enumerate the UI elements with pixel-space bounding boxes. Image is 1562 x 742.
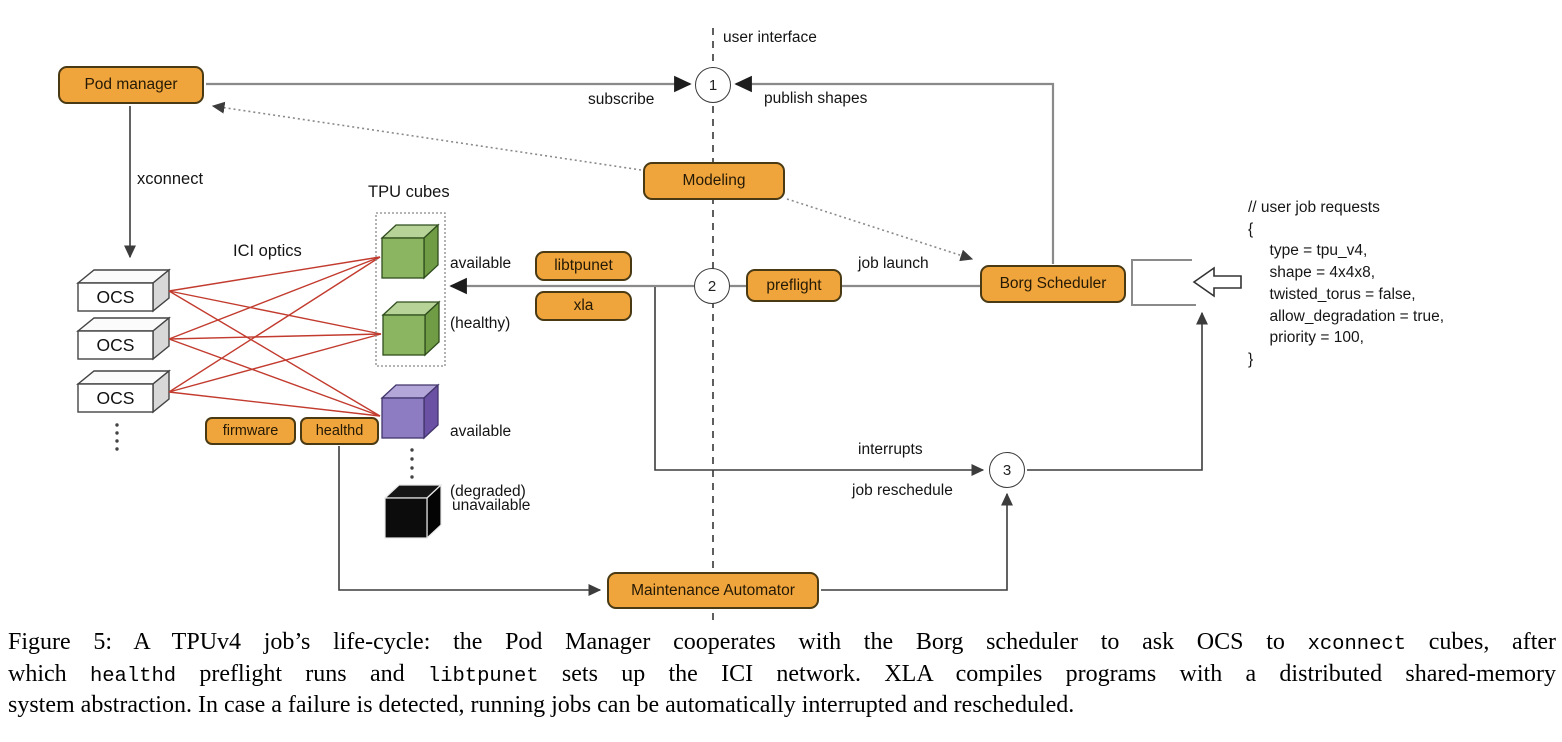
code-line: allow_degradation = true, xyxy=(1248,307,1445,325)
interrupts-arrow xyxy=(655,287,983,470)
caption-text: sets up the ICI network. XLA compiles programs with a distributed shared-memory xyxy=(538,660,1556,687)
ici-optics-links xyxy=(169,257,381,416)
caption-text: preflight runs and xyxy=(176,660,428,687)
available-degraded-line2: (degraded) xyxy=(450,483,526,500)
caption-monospace-term: healthd xyxy=(89,664,177,688)
ocs-label-2: OCS xyxy=(96,334,135,355)
caption-monospace-term: xconnect xyxy=(1307,633,1406,656)
automator-to-circle3-arrow xyxy=(821,494,1007,590)
maintenance-automator-node: Maintenance Automator xyxy=(607,572,819,609)
tpu-cube-healthy-2 xyxy=(383,302,439,355)
libtpunet-node: libtpunet xyxy=(535,251,632,281)
pod-manager-node: Pod manager xyxy=(58,66,204,104)
subscribe-label: subscribe xyxy=(588,91,655,108)
xconnect-label: xconnect xyxy=(137,170,204,188)
borg-scheduler-node: Borg Scheduler xyxy=(980,265,1126,303)
job-queue-bracket xyxy=(1132,260,1196,305)
tpu-cube-healthy-1 xyxy=(382,225,438,278)
code-line: priority = 100, xyxy=(1248,329,1364,347)
available-degraded-line1: available xyxy=(450,423,512,440)
caption-text: Figure 5: A TPUv4 job’s life-cycle: the Pod Manager cooperates with the Borg scheduler to ask OCS to xyxy=(8,629,1308,655)
caption-text: cubes, after xyxy=(1406,629,1557,655)
user-job-requests-code xyxy=(1248,197,1444,371)
ocs-label-3: OCS xyxy=(96,387,135,408)
available-healthy-label xyxy=(450,214,511,374)
xla-node: xla xyxy=(535,291,632,321)
modeling-node: Modeling xyxy=(643,162,785,200)
interrupts-label: interrupts xyxy=(858,441,923,458)
available-healthy-line2: (healthy) xyxy=(450,315,511,332)
ocs-label-1: OCS xyxy=(96,286,135,307)
ici-optics-label: ICI optics xyxy=(233,242,302,260)
caption-text: which xyxy=(8,660,90,687)
user-interface-label: user interface xyxy=(723,29,817,46)
available-healthy-line1: available xyxy=(450,255,512,272)
code-line: type = tpu_v4, xyxy=(1248,242,1368,260)
publish-shapes-label: publish shapes xyxy=(764,90,868,107)
code-line: } xyxy=(1248,350,1254,368)
modeling-to-borg-dotted-arrow xyxy=(787,199,972,259)
caption-monospace-term: libtpunet xyxy=(427,664,539,688)
figure-caption xyxy=(8,628,1556,720)
caption-line xyxy=(8,628,1556,660)
caption-text: system abstraction. In case a failure is detected, running jobs can be automatically interrupted and rescheduled. xyxy=(8,692,1075,719)
unavailable-label: unavailable xyxy=(452,497,531,514)
healthd-node: healthd xyxy=(300,417,379,445)
code-line: { xyxy=(1248,220,1254,238)
caption-line xyxy=(8,691,1556,720)
code-line: // user job requests xyxy=(1248,199,1380,216)
cube-ellipsis xyxy=(410,448,413,478)
caption-line xyxy=(8,660,1556,692)
incoming-requests-arrow xyxy=(1194,268,1241,296)
code-line: shape = 4x4x8, xyxy=(1248,264,1376,282)
firmware-node: firmware xyxy=(205,417,296,445)
tpu-cubes-label: TPU cubes xyxy=(368,183,450,201)
tpu-cube-degraded xyxy=(382,385,438,438)
step-circle-2: 2 xyxy=(694,268,730,304)
tpu-cube-unavailable xyxy=(385,485,441,538)
code-line: twisted_torus = false, xyxy=(1248,285,1416,303)
ocs-ellipsis xyxy=(115,423,118,450)
available-degraded-label xyxy=(450,382,526,542)
step-circle-1: 1 xyxy=(695,67,731,103)
step-circle-3: 3 xyxy=(989,452,1025,488)
preflight-node: preflight xyxy=(746,269,842,302)
reschedule-to-queue-arrow xyxy=(1027,313,1202,470)
modeling-to-pod-dotted-arrow xyxy=(213,106,641,170)
job-launch-label: job launch xyxy=(858,255,929,272)
job-reschedule-label: job reschedule xyxy=(852,482,953,499)
